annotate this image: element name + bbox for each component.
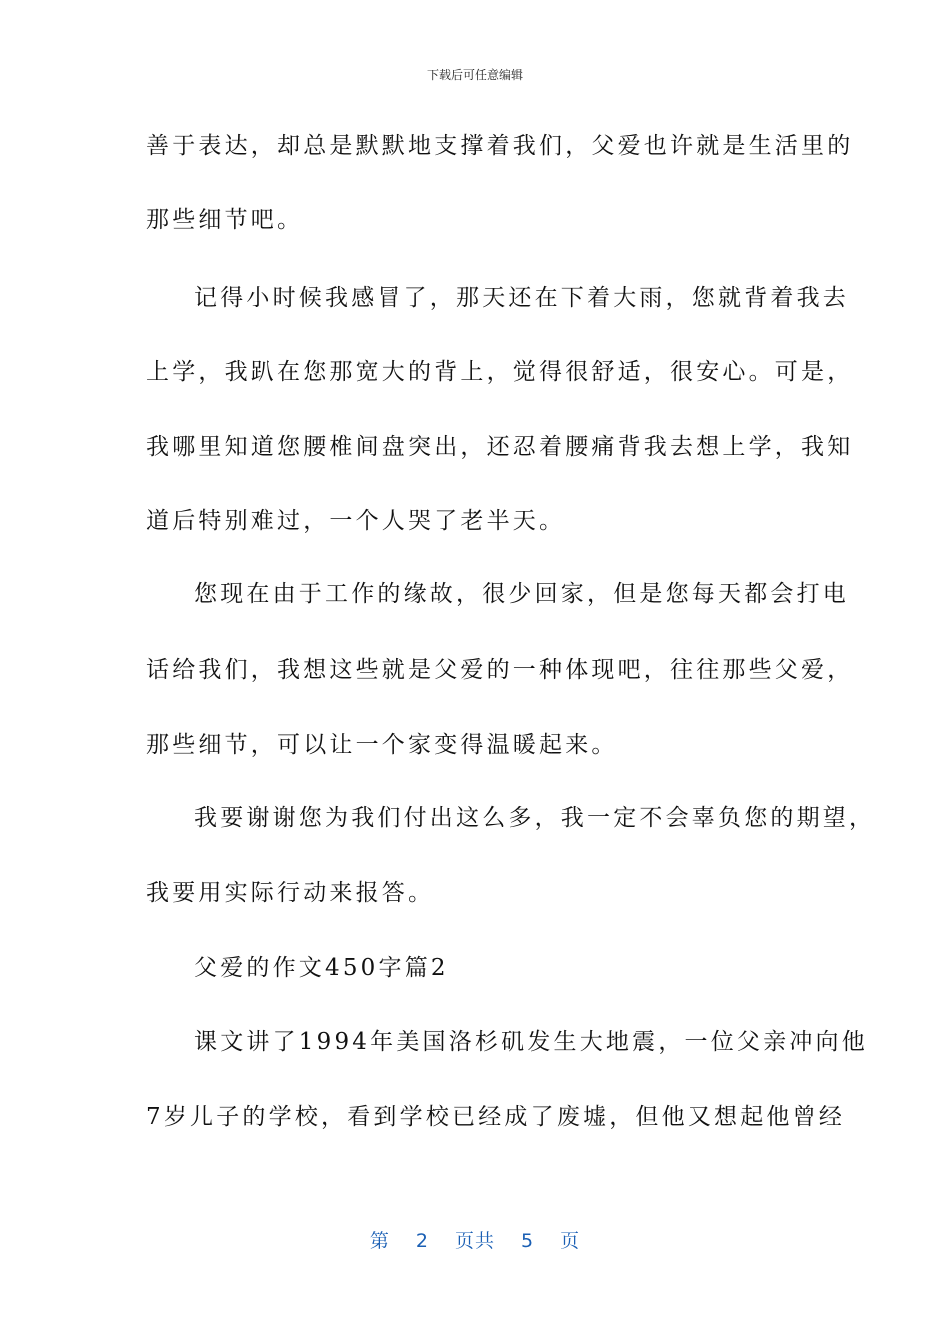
page-footer — [0, 1226, 950, 1253]
footer-label: 页 — [560, 1230, 581, 1252]
body-line: 那些细节，可以让一个家变得温暖起来。 — [146, 732, 618, 758]
body-line: 7岁儿子的学校，看到学校已经成了废墟，但他又想起他曾经 — [146, 1104, 846, 1130]
section-heading: 父爱的作文450字篇2 — [194, 955, 449, 981]
body-line: 我哪里知道您腰椎间盘突出，还忍着腰痛背我去想上学，我知 — [146, 434, 854, 460]
body-line: 我要用实际行动来报答。 — [146, 880, 435, 906]
body-line: 我要谢谢您为我们付出这么多，我一定不会辜负您的期望， — [194, 805, 876, 831]
body-line: 课文讲了1994年美国洛杉矶发生大地震，一位父亲冲向他 — [194, 1029, 868, 1055]
page-header: 下载后可任意编辑 — [426, 68, 523, 82]
body-line: 您现在由于工作的缘故，很少回家，但是您每天都会打电 — [194, 581, 849, 607]
current-page-number: 2 — [415, 1230, 429, 1252]
body-line: 上学，我趴在您那宽大的背上，觉得很舒适，很安心。可是， — [146, 359, 854, 385]
body-line: 话给我们，我想这些就是父爱的一种体现吧，往往那些父爱， — [146, 657, 854, 683]
footer-label: 页共 — [454, 1230, 495, 1252]
total-pages-number: 5 — [521, 1230, 535, 1252]
body-line: 记得小时候我感冒了，那天还在下着大雨，您就背着我去 — [194, 285, 849, 311]
body-line: 善于表达，却总是默默地支撑着我们，父爱也许就是生活里的 — [146, 133, 854, 159]
body-line: 那些细节吧。 — [146, 207, 304, 233]
footer-label: 第 — [369, 1230, 390, 1252]
body-line: 道后特别难过，一个人哭了老半天。 — [146, 508, 566, 534]
